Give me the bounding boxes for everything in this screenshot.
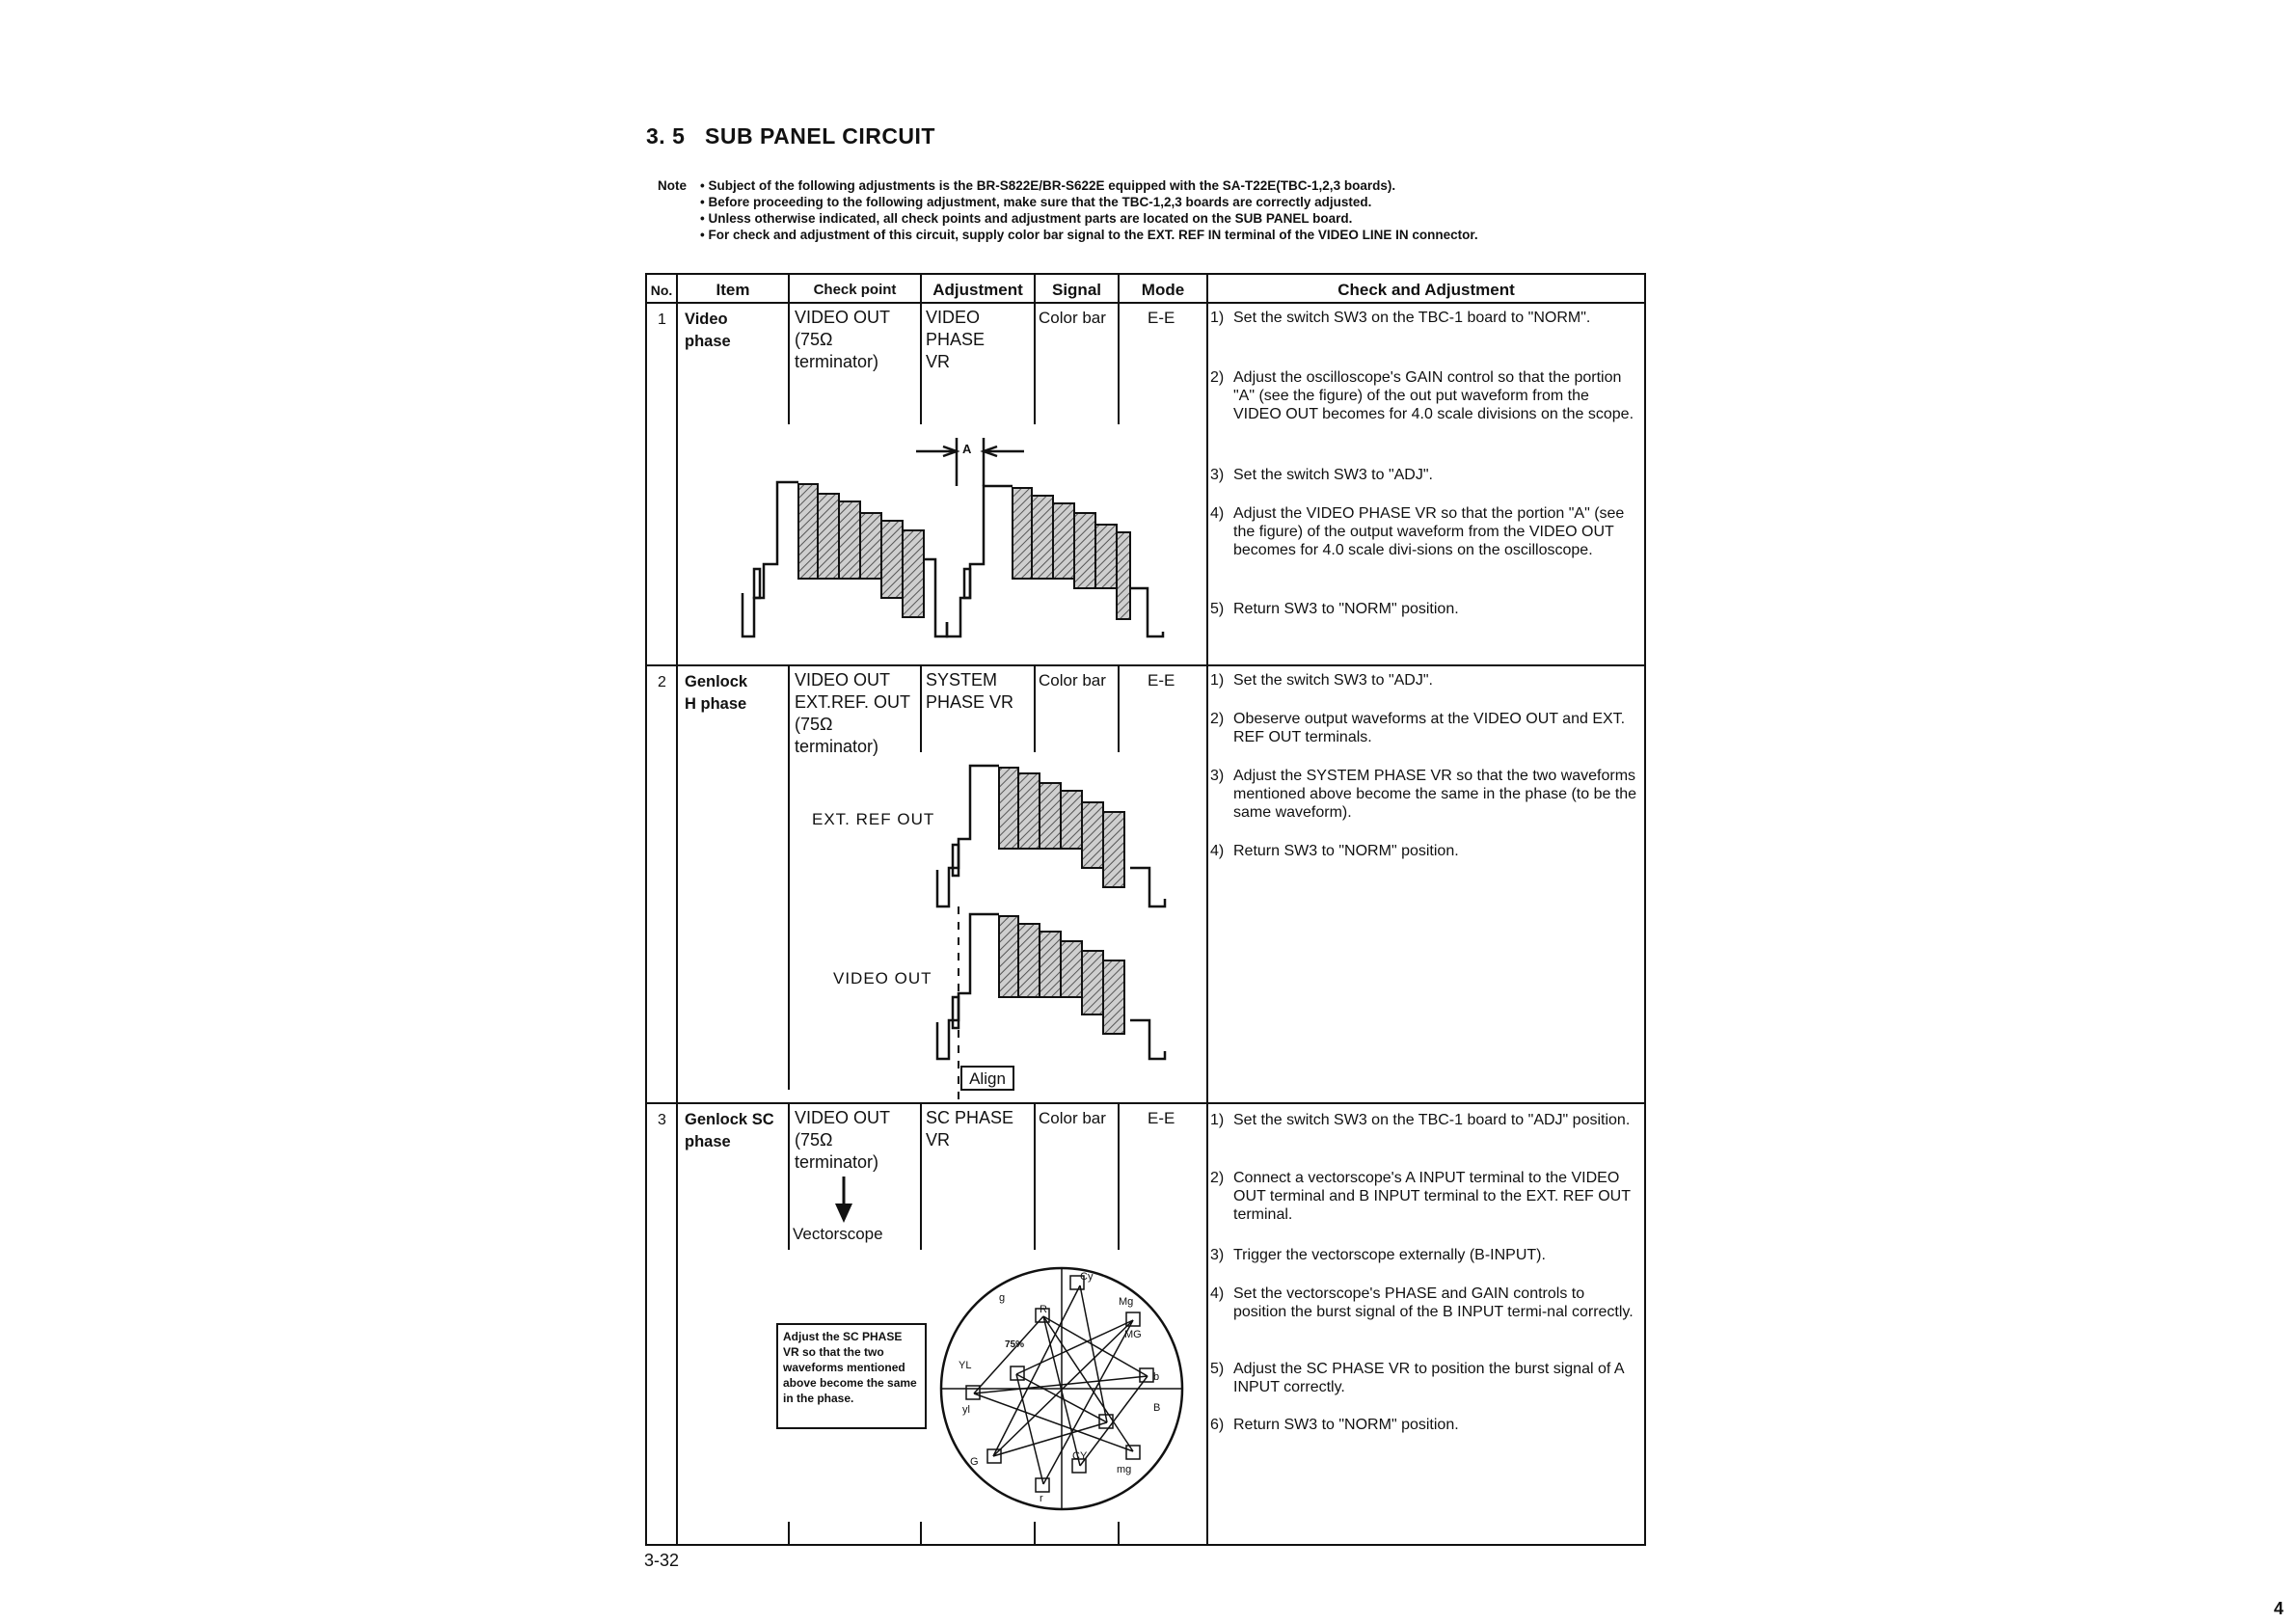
row2-check-point: VIDEO OUT EXT.REF. OUT (75Ω terminator) [795,670,911,756]
note-line: • Before proceeding to the following adjustment, make sure that the TBC-1,2,3 boards are correctly adjusted. [700,195,1372,209]
sc-phase-note: Adjust the SC PHASE VR so that the two waveforms mentioned above become the same in the phase. [776,1323,927,1429]
row3-no: 3 [658,1112,666,1128]
vector-label: g [999,1292,1006,1304]
align-label: Align [960,1066,1014,1091]
row2-item: Genlock H phase [685,673,748,713]
row1-step: 1) Set the switch SW3 on the TBC-1 board to "NORM". [1210,310,1591,326]
row3-step: 2) Connect a vectorscope's A INPUT terminal to the VIDEO OUT terminal and B INPUT terminal to the EXT. REF OUT terminal. [1210,1170,1631,1223]
vector-label: r [1040,1493,1043,1504]
row2-no: 2 [658,674,666,690]
vector-label: B [1153,1402,1161,1414]
row1-step: 5) Return SW3 to "NORM" position. [1210,601,1459,617]
row1-step: 3) Set the switch SW3 to "ADJ". [1210,467,1433,483]
video-phase-waveform [733,424,1186,646]
row2-step: 2) Obeserve output waveforms at the VIDEO OUT and EXT. REF OUT terminals. [1210,711,1626,745]
vector-label: Mg [1119,1296,1134,1308]
row1-step: 2) Adjust the oscilloscope's GAIN control so that the portion "A" (see the figure) of the out put waveform from the VIDEO OUT becomes for 4.0 scale divisions on the scope. [1210,369,1634,422]
genlock-waveforms [926,762,1186,1099]
row3-step: 6) Return SW3 to "NORM" position. [1210,1417,1459,1433]
row2-signal: Color bar [1039,671,1106,690]
note-line: • Subject of the following adjustments is the BR-S822E/BR-S622E equipped with the SA-T22E(TBC-1,2,3 boards). [700,178,1396,193]
header-check-point: Check point [813,282,897,298]
vector-label: R [1040,1304,1047,1315]
row1-adjustment: VIDEO PHASE VR [926,308,986,371]
section-title-text: SUB PANEL CIRCUIT [705,123,935,149]
section-number: 3. 5 [646,123,686,149]
sheet-number: 4 [2274,1599,2284,1618]
portion-a-label: A [962,442,972,456]
note-label: Note [658,178,687,193]
row3-item: Genlock SC phase [685,1111,774,1150]
header-mode: Mode [1141,281,1185,299]
note-line: • Unless otherwise indicated, all check points and adjustment parts are located on the SUB PANEL board. [700,211,1353,226]
vector-label: Cy [1080,1271,1094,1283]
row3-adjustment: SC PHASE VR [926,1108,1014,1150]
row3-step: 4) Set the vectorscope's PHASE and GAIN controls to position the burst signal of the B INPUT termi-nal correctly. [1210,1285,1634,1320]
row2-step: 1) Set the switch SW3 to "ADJ". [1210,672,1433,689]
row3-step: 5) Adjust the SC PHASE VR to position the burst signal of A INPUT correctly. [1210,1361,1624,1395]
row1-mode: E-E [1148,309,1175,327]
video-out-label: VIDEO OUT [833,969,932,987]
vector-label: b [1153,1371,1160,1383]
header-check-adjustment: Check and Adjustment [1337,281,1515,299]
vectorscope-label: Vectorscope [793,1225,883,1243]
row1-step: 4) Adjust the VIDEO PHASE VR so that the portion "A" (see the figure) of the output waveform from the VIDEO OUT becomes for 4.0 scale divi-sions on the oscilloscope. [1210,505,1625,558]
vector-label: YL [959,1360,972,1371]
vector-label: CY [1072,1450,1088,1462]
note-line: • For check and adjustment of this circuit, supply color bar signal to the EXT. REF IN terminal of the VIDEO LINE IN connector. [700,228,1478,242]
vector-label: 75% [1005,1339,1025,1350]
vector-label: G [970,1456,979,1468]
vector-label: MG [1124,1329,1142,1340]
row1-signal: Color bar [1039,309,1106,327]
row1-item: Video phase [685,311,731,350]
row3-signal: Color bar [1039,1109,1106,1127]
row3-mode: E-E [1148,1109,1175,1127]
down-arrow-icon [829,1177,858,1225]
row3-step: 1) Set the switch SW3 on the TBC-1 board to "ADJ" position. [1210,1112,1631,1128]
row3-step: 3) Trigger the vectorscope externally (B-INPUT). [1210,1247,1546,1263]
vector-label: mg [1117,1464,1132,1475]
header-item: Item [716,281,750,299]
vector-label: yl [962,1404,970,1416]
row1-check-point: VIDEO OUT (75Ω terminator) [795,308,891,371]
header-no: No. [650,283,673,298]
row2-adjustment: SYSTEM PHASE VR [926,670,1014,712]
row1-no: 1 [658,311,666,328]
row2-step: 3) Adjust the SYSTEM PHASE VR so that the two waveforms mentioned above become the same in the phase (to be the same waveform). [1210,768,1637,821]
header-signal: Signal [1051,281,1101,299]
row3-check-point: VIDEO OUT (75Ω terminator) [795,1108,891,1172]
ext-ref-out-label: EXT. REF OUT [812,810,935,828]
row2-mode: E-E [1148,671,1175,690]
page-number: 3-32 [644,1551,680,1570]
header-adjustment: Adjustment [932,281,1023,299]
vectorscope-graticule [935,1258,1188,1519]
row2-step: 4) Return SW3 to "NORM" position. [1210,843,1459,859]
